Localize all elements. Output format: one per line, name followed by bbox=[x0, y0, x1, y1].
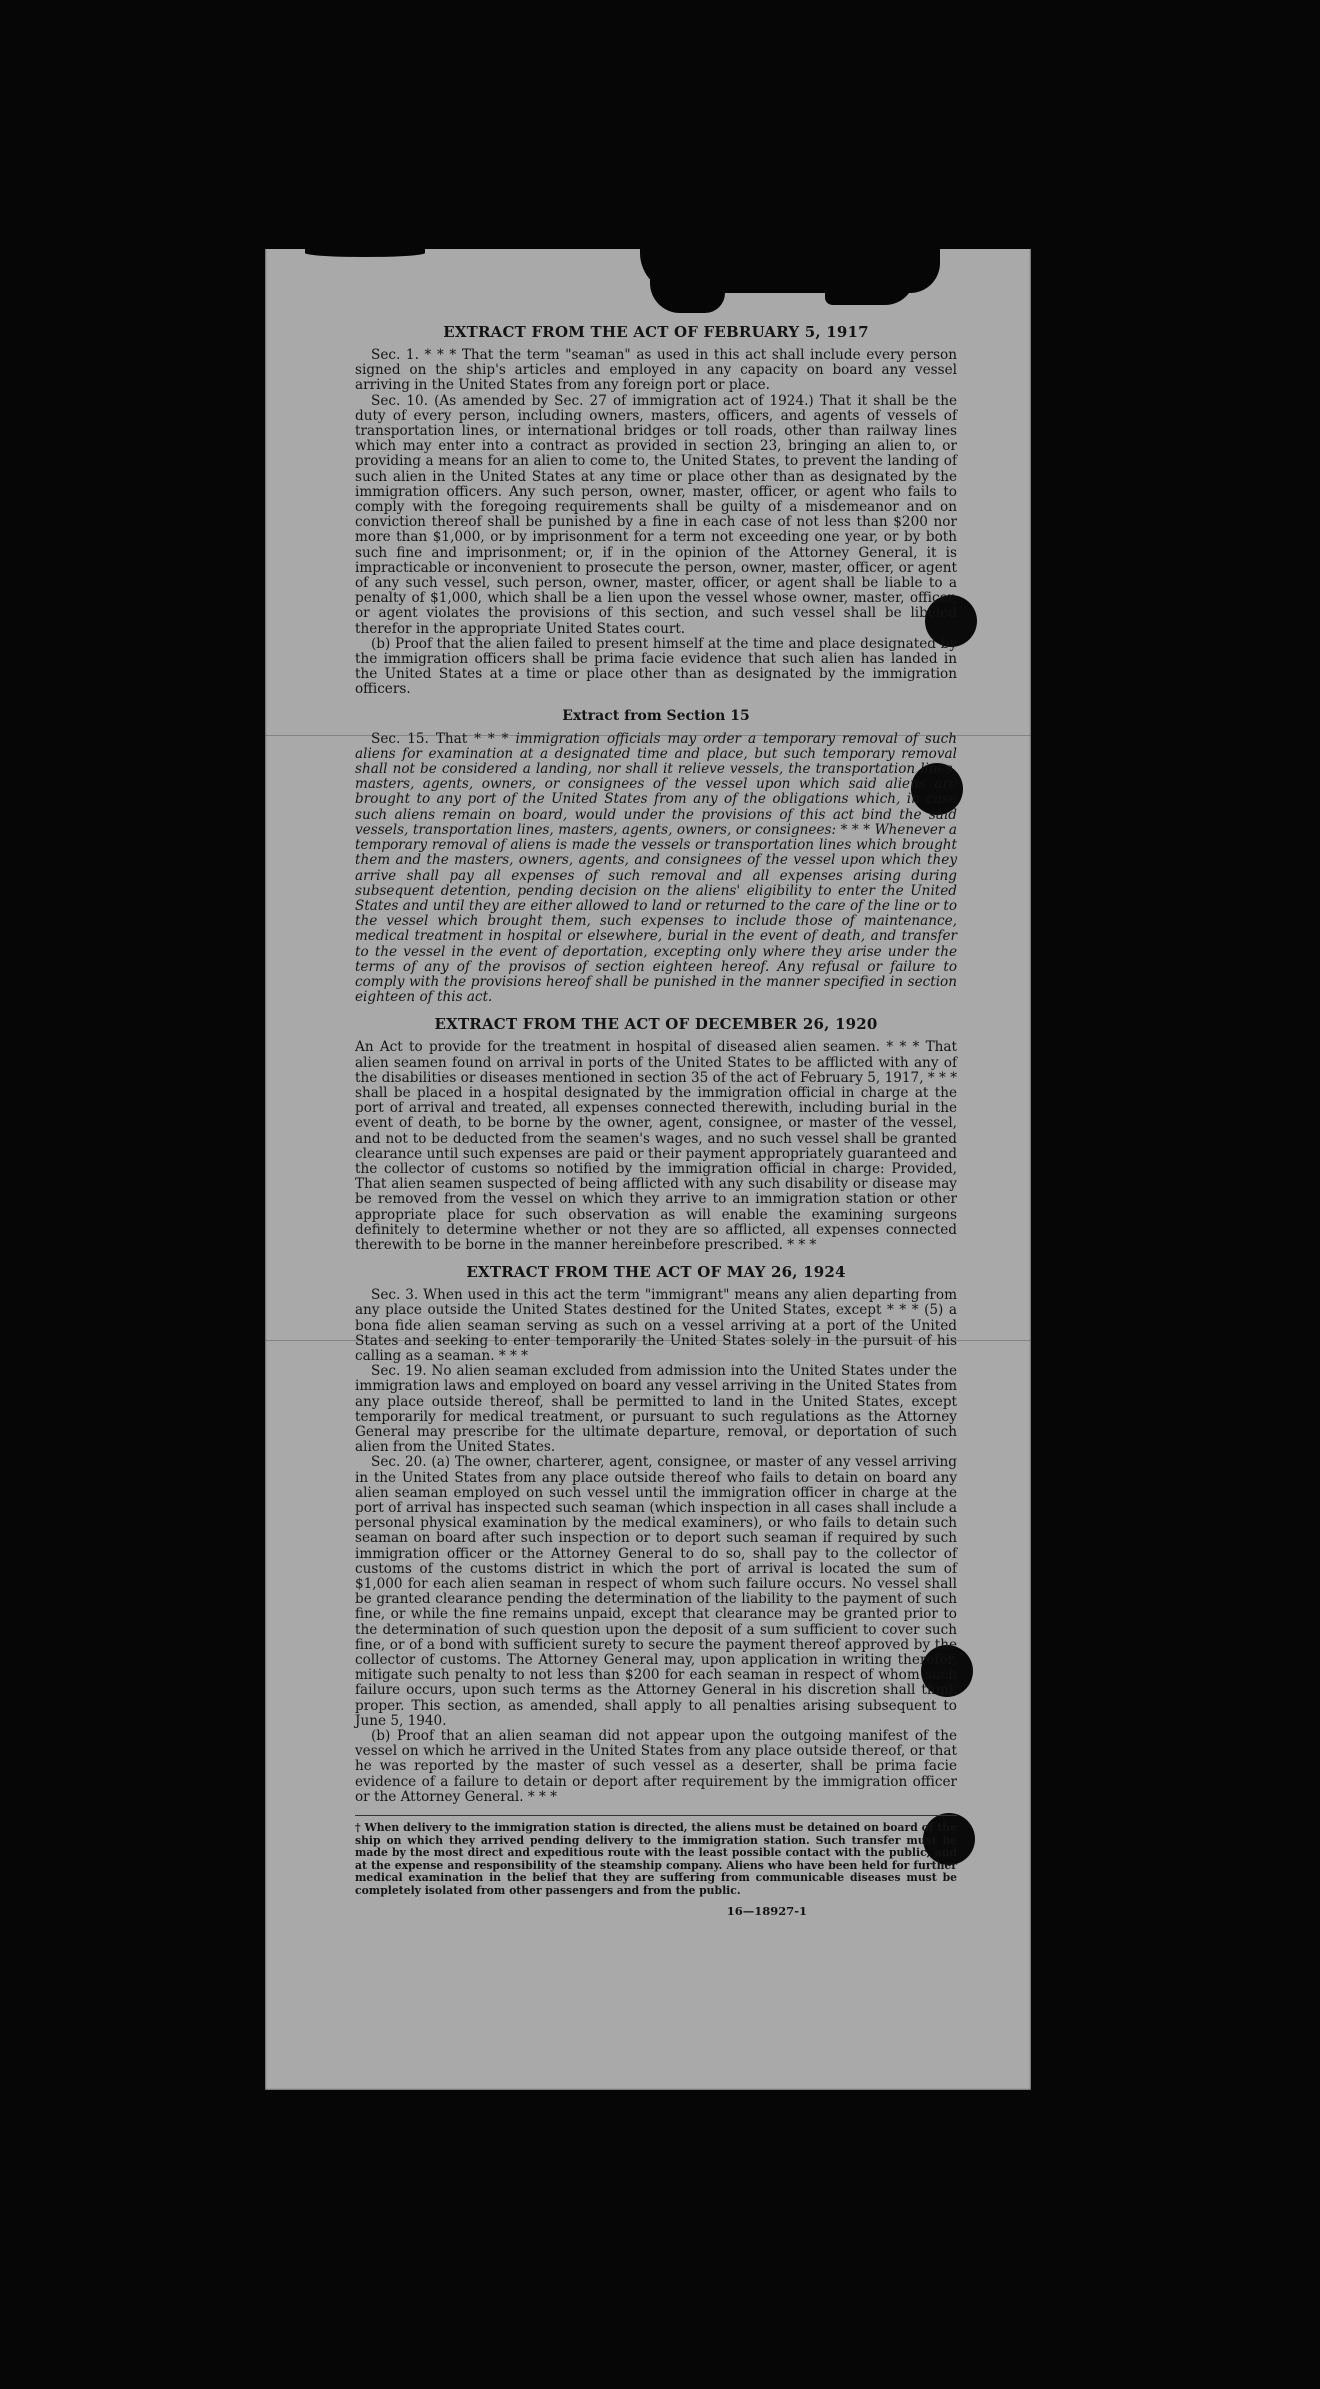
heading-section-15: Extract from Section 15 bbox=[562, 707, 750, 724]
footnote-divider bbox=[355, 1815, 957, 1816]
footnote-text: † When delivery to the immigration station is directed, the aliens must be detained on board of the ship on which they arrived pending delivery to the immigration station. Such transfer must be made by the most direct and expeditious route with the least possible contact with the public, and at the expense and responsibility of the steamship company. Aliens who have been held for further medical examination in the belief that they are suffering from communicable diseases must be completely isolated from other passengers and from the public. bbox=[355, 1821, 957, 1898]
torn-edge bbox=[825, 275, 915, 305]
form-code: 16—18927-1 bbox=[726, 1903, 807, 1918]
section-3-text: Sec. 3. When used in this act the term "immigrant" means any alien departing from any place outside the United States destined for the United States, except * * * (5) a bona fide alien seaman serving as such on a vessel arriving at a port of the United States and seeking to enter temporarily the United States solely in the pursuit of his calling as a seaman. * * * bbox=[355, 1287, 957, 1364]
document-page bbox=[265, 235, 1031, 2090]
section-15-lead: Sec. 15. That * * * bbox=[371, 730, 509, 747]
torn-edge bbox=[305, 249, 425, 257]
section-15-text bbox=[355, 732, 957, 1006]
act-1920-text: An Act to provide for the treatment in hospital of diseased alien seamen. * * * That alien seamen found on arrival in ports of the United States to be afflicted with any of the disabilities or diseases mentioned in section 35 of the act of February 5, 1917, * * * shall be placed in a hospital designated by the immigration official in charge at the port of arrival and treated, all expenses connected therewith, including burial in the event of death, to be borne by the owner, agent, consignee, or master of the vessel, and not to be deducted from the seamen's wages, and no such vessel shall be granted clearance until such expenses are paid or their payment appropriately guaranteed and the collector of customs so notified by the immigration official in charge: Provided, That alien seamen suspected of being afflicted with any such disability or disease may be removed from the vessel on which they arrive to an immigration station or other appropriate place for such observation as will enable the examining surgeons definitely to determine whether or not they are so afflicted, all expenses connected therewith to be borne in the manner hereinbefore prescribed. * * * bbox=[355, 1039, 957, 1253]
section-10b-text: (b) Proof that the alien failed to present himself at the time and place designated by the immigration officers shall be prima facie evidence that such alien has landed in the United States at a time or place other than as designated by the immigration officers. bbox=[355, 635, 957, 698]
torn-edge bbox=[650, 275, 725, 313]
section-19-text: Sec. 19. No alien seaman excluded from admission into the United States under the immigration laws and employed on board any vessel arriving in the United States from any place outside thereof, shall be permitted to land in the United States, except temporarily for medical treatment, or pursuant to such regulations as the Attorney General may prescribe for the ultimate departure, removal, or deportation of such alien from the United States. bbox=[355, 1363, 957, 1456]
heading-act-1917: EXTRACT FROM THE ACT OF FEBRUARY 5, 1917 bbox=[443, 323, 869, 341]
section-20a-text: Sec. 20. (a) The owner, charterer, agent, consignee, or master of any vessel arriving in the United States from any place outside thereof who fails to detain on board any alien seaman employed on such vessel until the immigration officer in charge at the port of arrival has inspected such seaman (which inspection in all cases shall include a personal physical examination by the medical examiners), or who fails to detain such seaman on board after such inspection or to deport such seaman if required by such immigration officer or the Attorney General to do so, shall pay to the collector of customs of the customs district in which the port of arrival is located the sum of $1,000 for each alien seaman in respect of whom such failure occurs. No vessel shall be granted clearance pending the determination of the liability to the payment of such fine, or while the fine remains unpaid, except that clearance may be granted prior to the determination of such question upon the deposit of a sum sufficient to cover such fine, or of a bond with sufficient surety to secure the payment thereof approved by the collector of customs. The Attorney General may, upon application in writing therefor, mitigate such penalty to not less than $200 for each seaman in respect of whom such failure occurs, upon such terms as the Attorney General in his discretion shall think proper. This section, as amended, shall apply to all penalties arising subsequent to June 5, 1940. bbox=[355, 1454, 957, 1729]
section-1-text: Sec. 1. * * * That the term "seaman" as used in this act shall include every person signed on the ship's articles and employed in any capacity on board any vessel arriving in the United States from any foreign port or place. bbox=[355, 347, 957, 394]
section-10-text: Sec. 10. (As amended by Sec. 27 of immigration act of 1924.) That it shall be the duty of every person, including owners, masters, officers, and agents of vessels of transportation lines, or international bridges or toll roads, other than railway lines which may enter into a contract as provided in section 23, bringing an alien to, or providing a means for an alien to come to, the United States, to prevent the landing of such alien in the United States at any time or place other than as designated by the immigration officers. Any such person, owner, master, officer, or agent who fails to comply with the foregoing requirements shall be guilty of a misdemeanor and on conviction thereof shall be punished by a fine in each case of not less than $200 nor more than $1,000, or by imprisonment for a term not exceeding one year, or by both such fine and imprisonment; or, if in the opinion of the Attorney General, it is impracticable or inconvenient to prosecute the person, owner, master, officer, or agent of any such vessel, such person, owner, master, officer, or agent shall be liable to a penalty of $1,000, which shall be a lien upon the vessel whose owner, master, officer, or agent violates the provisions of this section, and such vessel shall be libeled therefor in the appropriate United States court. bbox=[355, 392, 957, 637]
section-15-body: immigration officials may order a temporary removal of such aliens for examination at a designated time and place, but such temporary removal shall not be considered a landing, nor shall it relieve vessels, the transportation lines, masters, agents, owners, or consignees of the vessel upon which said aliens are brought to any port of the United States from any of the obligations which, in case such aliens remain on board, would under the provisions of this act bind the said vessels, transportation lines, masters, agents, owners, or consignees: * * * Whenever a temporary removal of aliens is made the vessels or transportation lines which brought them and the masters, owners, agents, and consignees of the vessel upon which they arrive shall pay all expenses of such removal and all expenses arising during subsequent detention, pending decision on the aliens' eligibility to enter the United States and until they are either allowed to land or returned to the care of the line or to the vessel which brought them, such expenses to include those of maintenance, medical treatment in hospital or elsewhere, burial in the event of death, and transfer to the vessel in the event of deportation, excepting only where they arise under the terms of any of the provisos of section eighteen hereof. Any refusal or failure to comply with the provisions hereof shall be punished in the manner specified in section eighteen of this act. bbox=[355, 730, 958, 1006]
section-20b-text: (b) Proof that an alien seaman did not appear upon the outgoing manifest of the vessel on which he arrived in the United States from any place outside thereof, or that he was reported by the master of such vessel as a deserter, shall be prima facie evidence of a failure to detain or deport after requirement by the immigration officer or the Attorney General. * * * bbox=[355, 1728, 957, 1805]
heading-act-1924: EXTRACT FROM THE ACT OF MAY 26, 1924 bbox=[466, 1263, 846, 1282]
heading-act-1920: EXTRACT FROM THE ACT OF DECEMBER 26, 1920 bbox=[434, 1015, 878, 1034]
document-content bbox=[355, 323, 957, 1918]
